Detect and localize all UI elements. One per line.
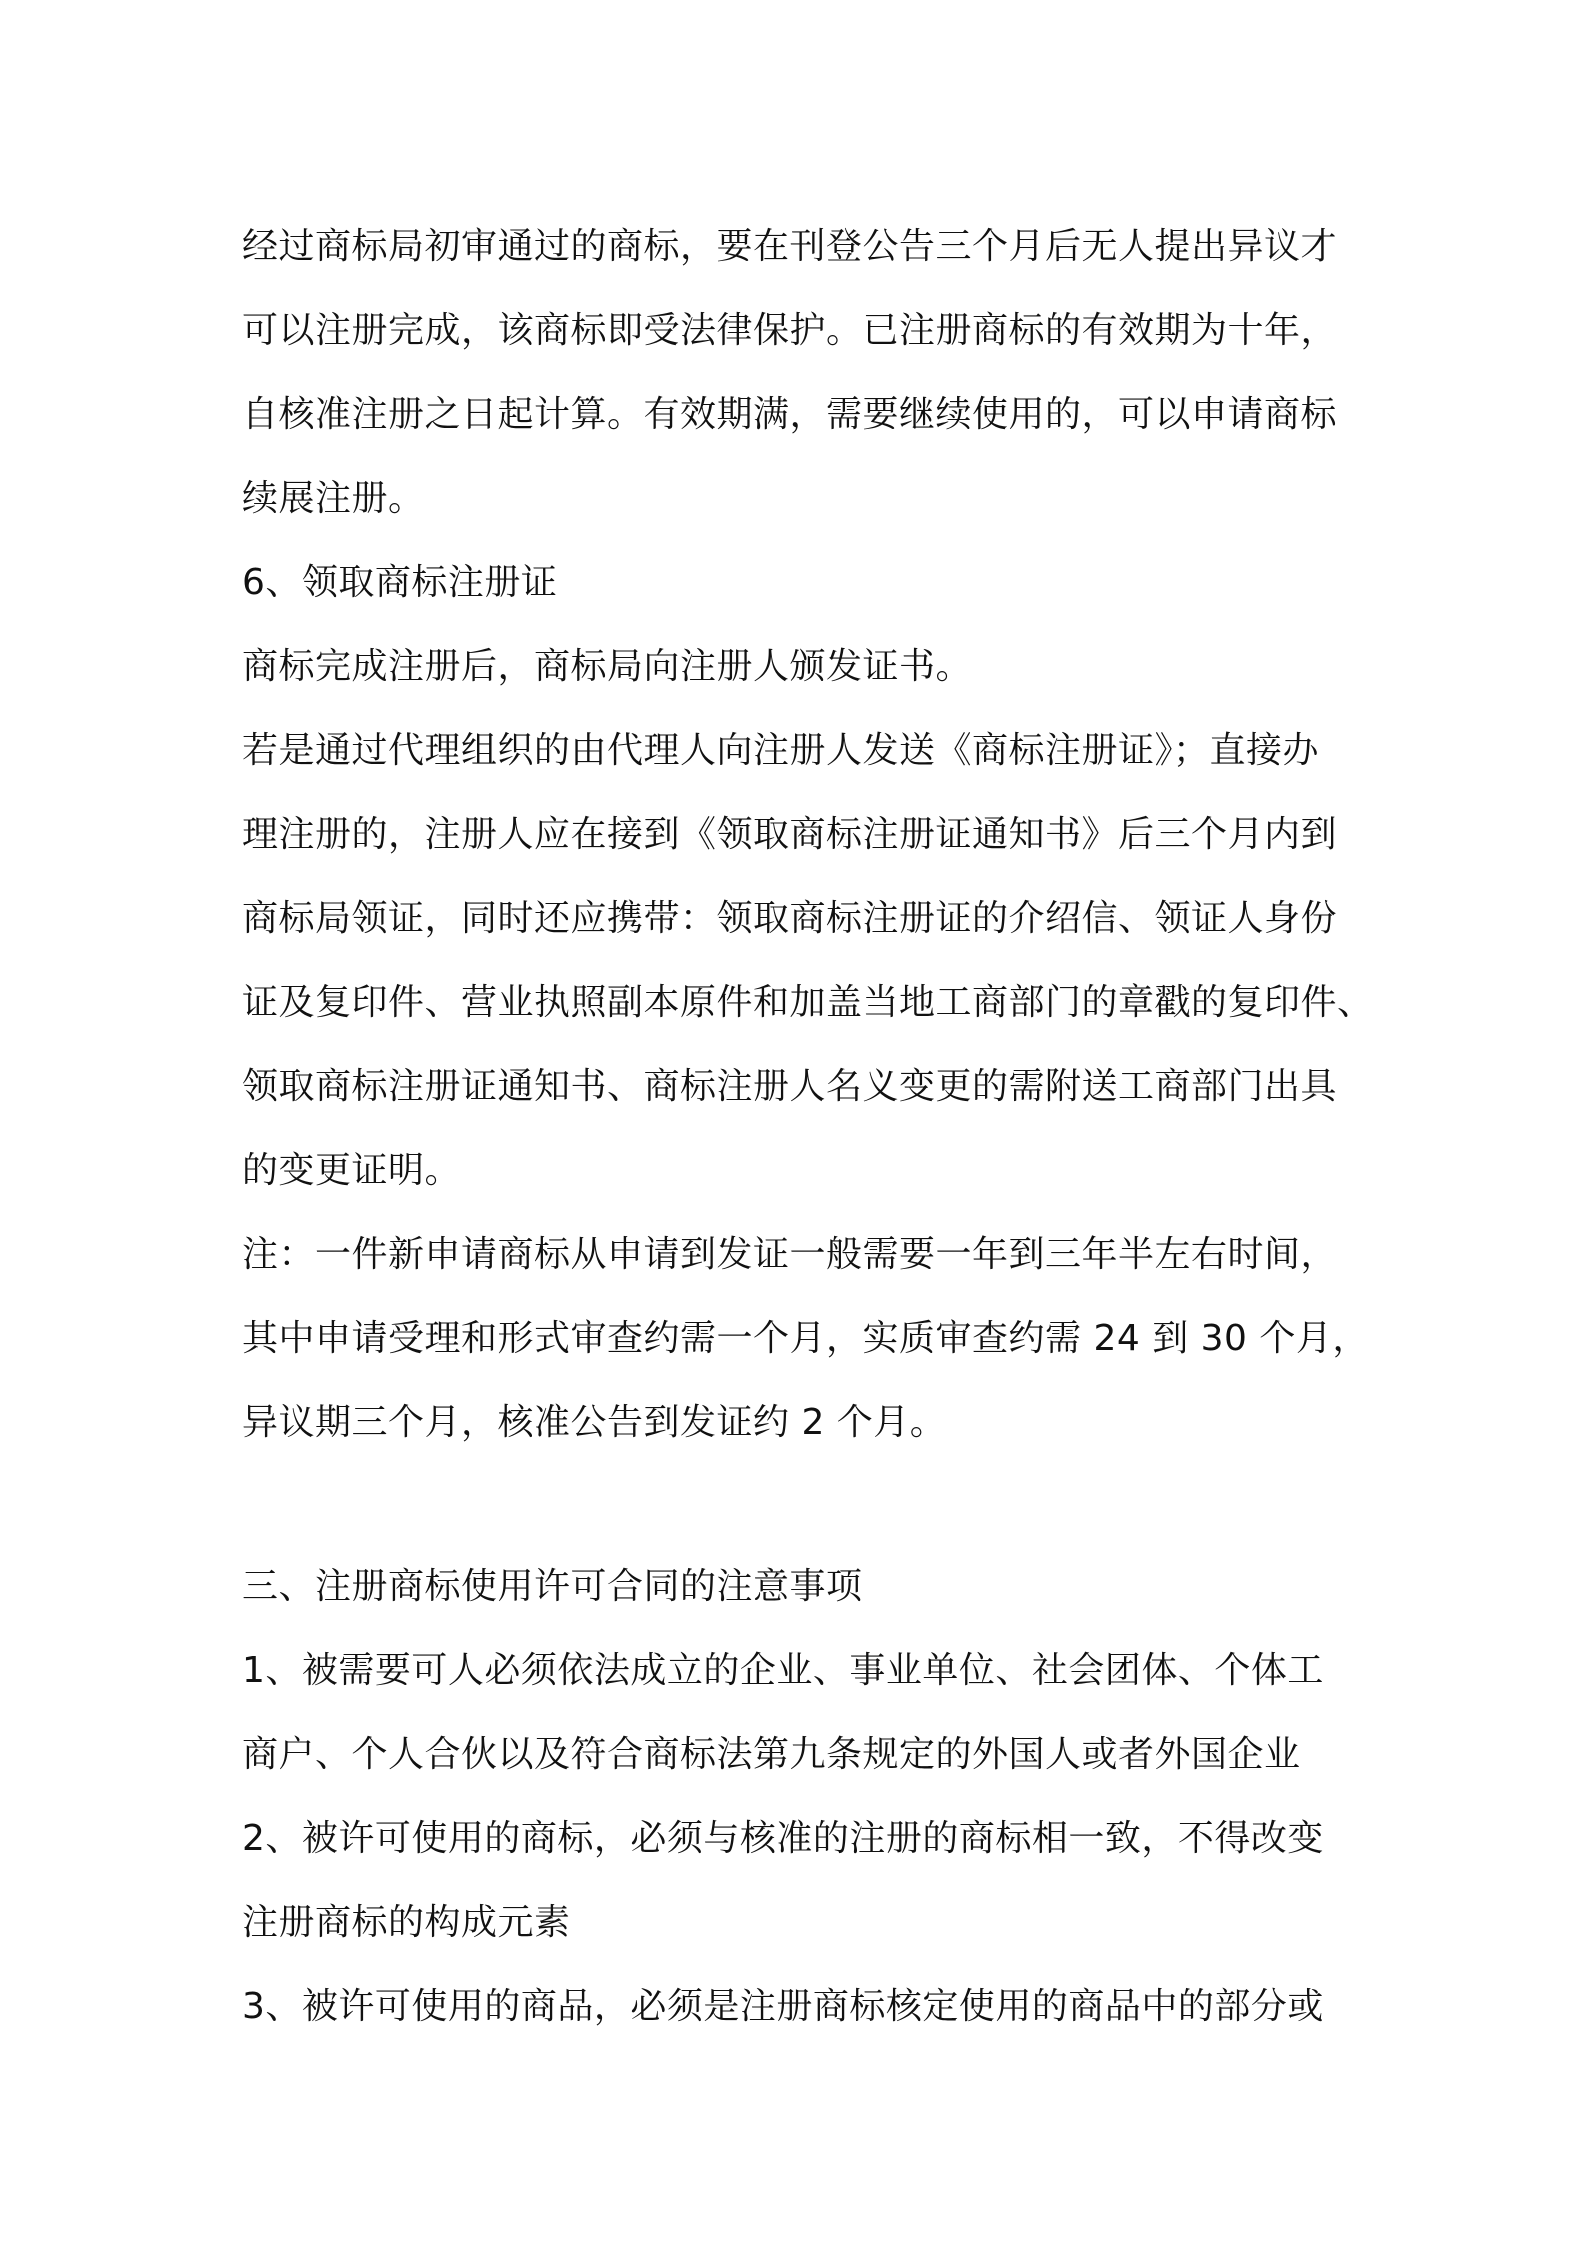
list-item-line: 注册商标的构成元素 [242, 1902, 571, 1943]
paragraph-line: 自核准注册之日起计算。有效期满，需要继续使用的，可以申请商标 [242, 394, 1338, 435]
paragraph-line: 证及复印件、营业执照副本原件和加盖当地工商部门的章戳的复印件、 [242, 982, 1374, 1023]
document-body [242, 205, 1374, 2049]
note-line: 注：一件新申请商标从申请到发证一般需要一年到三年半左右时间， [242, 1234, 1338, 1275]
paragraph-line: 领取商标注册证通知书、商标注册人名义变更的需附送工商部门出具 [242, 1066, 1338, 1107]
paragraph-line: 商标完成注册后，商标局向注册人颁发证书。 [242, 646, 973, 687]
list-item-line: 2、被许可使用的商标，必须与核准的注册的商标相一致，不得改变 [242, 1818, 1324, 1859]
paragraph-line: 若是通过代理组织的由代理人向注册人发送《商标注册证》；直接办 [242, 730, 1320, 771]
paragraph-line: 可以注册完成，该商标即受法律保护。已注册商标的有效期为十年， [242, 310, 1338, 351]
list-item-line: 1、被需要可人必须依法成立的企业、事业单位、社会团体、个体工 [242, 1650, 1324, 1691]
section-spacer [242, 1465, 1362, 1545]
paragraph-line: 续展注册。 [242, 478, 425, 519]
paragraph-line: 商标局领证，同时还应携带：领取商标注册证的介绍信、领证人身份 [242, 898, 1338, 939]
note-line: 其中申请受理和形式审查约需一个月，实质审查约需 24 到 30 个月， [242, 1318, 1369, 1359]
section-heading: 三、注册商标使用许可合同的注意事项 [242, 1566, 863, 1607]
list-item-line: 商户、个人合伙以及符合商标法第九条规定的外国人或者外国企业 [242, 1734, 1301, 1775]
list-item-line: 3、被许可使用的商品，必须是注册商标核定使用的商品中的部分或 [242, 1986, 1324, 2027]
note-line: 异议期三个月，核准公告到发证约 2 个月。 [242, 1402, 947, 1443]
paragraph-line: 理注册的，注册人应在接到《领取商标注册证通知书》后三个月内到 [242, 814, 1338, 855]
section-heading: 6、领取商标注册证 [242, 562, 558, 603]
paragraph-line: 经过商标局初审通过的商标，要在刊登公告三个月后无人提出异议才 [242, 226, 1338, 267]
paragraph-line: 的变更证明。 [242, 1150, 462, 1191]
